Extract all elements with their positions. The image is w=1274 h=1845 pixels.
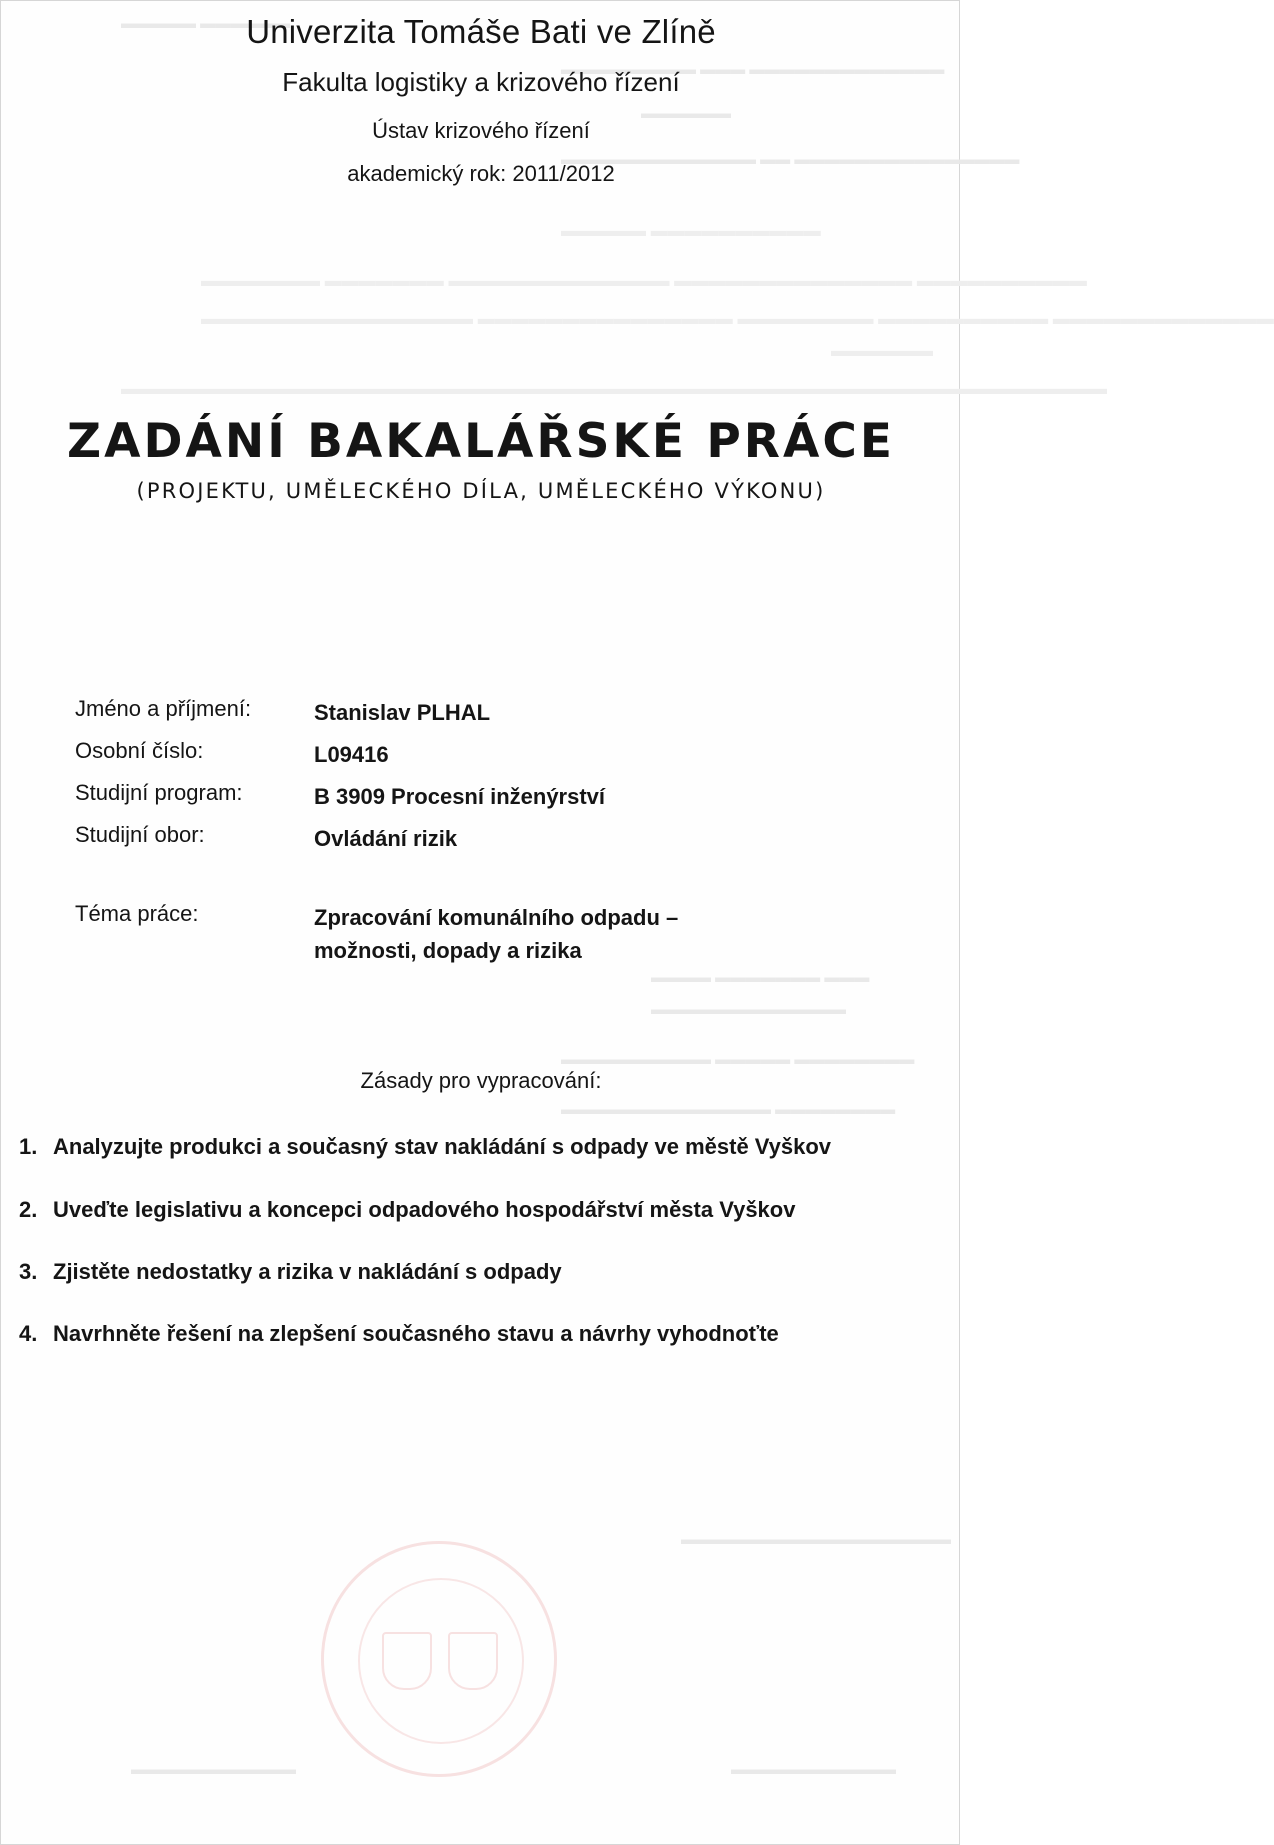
show-through: ▬▬▬▬▬▬▬▬▬▬▬▬▬▬▬▬ ▬▬▬▬▬▬▬▬▬▬▬▬▬▬▬ ▬▬▬▬▬▬▬▬ ▬▬▬▬▬▬▬▬▬▬ ▬▬▬▬▬▬▬▬▬▬▬▬▬ bbox=[201, 309, 1274, 328]
task-number: 2. bbox=[19, 1197, 38, 1222]
task-text: Analyzujte produkci a současný stav nakládání s odpady ve městě Vyškov bbox=[53, 1134, 832, 1159]
document-title: ZADÁNÍ BAKALÁŘSKÉ PRÁCE bbox=[67, 414, 895, 469]
guidelines-title: Zásady pro vypracování: bbox=[360, 1068, 602, 1093]
field-value: Ovládání rizik bbox=[314, 826, 458, 851]
topic-label: Téma práce: bbox=[75, 901, 199, 926]
task-item bbox=[19, 1259, 949, 1285]
name-value: Stanislav PLHAL bbox=[314, 700, 491, 725]
task-item bbox=[19, 1134, 949, 1160]
id-value: L09416 bbox=[314, 742, 389, 767]
name-label: Jméno a příjmení: bbox=[75, 696, 252, 721]
program-label: Studijní program: bbox=[75, 780, 243, 805]
show-through: ▬▬▬▬ ▬▬▬▬▬▬▬ ▬▬▬ bbox=[651, 969, 870, 986]
id-label: Osobní číslo: bbox=[75, 738, 204, 763]
show-through: ▬▬▬▬▬▬▬▬▬▬ ▬▬▬▬▬ ▬▬▬▬▬▬▬▬ bbox=[561, 1051, 915, 1068]
show-through: ▬▬▬▬▬ ▬▬▬▬▬▬ bbox=[121, 15, 291, 32]
show-through: ▬▬▬▬▬▬▬▬▬▬▬ bbox=[131, 1761, 296, 1778]
show-through: ▬▬▬▬▬▬▬▬▬ ▬▬▬ ▬▬▬▬▬▬▬▬▬▬▬▬▬ bbox=[561, 61, 945, 78]
show-through: ▬▬▬▬▬▬▬▬▬▬▬▬▬▬▬▬▬▬▬▬▬▬▬▬▬▬▬▬▬▬▬▬▬▬▬▬▬▬▬▬▬▬▬▬▬▬▬▬▬▬▬▬▬▬▬▬▬▬ bbox=[121, 379, 1107, 398]
academic-year: akademický rok: 2011/2012 bbox=[347, 161, 615, 186]
show-through: ▬▬▬▬▬▬ bbox=[641, 105, 731, 122]
show-through: ▬▬▬▬▬▬▬▬▬▬▬▬▬ bbox=[651, 1001, 846, 1018]
show-through: ▬▬▬▬▬ ▬▬▬▬▬▬▬▬▬▬ bbox=[561, 221, 821, 240]
field-label: Studijní obor: bbox=[75, 822, 205, 847]
task-number: 3. bbox=[19, 1259, 38, 1284]
show-through: ▬▬▬▬▬▬▬▬▬▬▬▬▬▬ ▬▬▬▬▬▬▬▬ bbox=[561, 1101, 896, 1118]
task-number: 4. bbox=[19, 1321, 38, 1346]
program-value: B 3909 Procesní inženýrství bbox=[314, 784, 606, 809]
task-text: Zjistěte nedostatky a rizika v nakládání s odpady bbox=[53, 1259, 562, 1284]
task-text: Uveďte legislativu a koncepci odpadového hospodářství města Vyškov bbox=[53, 1197, 796, 1222]
show-through: ▬▬▬▬▬▬▬ ▬▬▬▬▬▬▬ ▬▬▬▬▬▬▬▬▬▬▬▬▬ ▬▬▬▬▬▬▬▬▬▬▬▬▬▬ ▬▬▬▬▬▬▬▬▬▬ bbox=[201, 271, 1087, 290]
official-stamp-icon bbox=[321, 1541, 557, 1777]
stamp-shield-icon bbox=[382, 1632, 432, 1690]
task-item bbox=[19, 1321, 949, 1347]
topic-value: Zpracování komunálního odpadu – možnosti, dopady a rizika bbox=[314, 905, 679, 963]
institute-name: Ústav krizového řízení bbox=[372, 118, 590, 143]
task-number: 1. bbox=[19, 1134, 38, 1159]
task-text: Navrhněte řešení na zlepšení současného stavu a návrhy vyhodnoťte bbox=[53, 1321, 779, 1346]
university-name: Univerzita Tomáše Bati ve Zlíně bbox=[246, 13, 716, 50]
show-through: ▬▬▬▬▬▬▬▬▬▬▬▬▬▬▬▬▬▬ bbox=[681, 1531, 951, 1548]
stamp-shield-icon bbox=[448, 1632, 498, 1690]
show-through: ▬▬▬▬▬▬ bbox=[831, 341, 933, 360]
show-through: ▬▬▬▬▬▬▬▬▬▬▬▬▬ ▬▬ ▬▬▬▬▬▬▬▬▬▬▬▬▬▬▬ bbox=[561, 151, 1020, 168]
faculty-name: Fakulta logistiky a krizového řízení bbox=[282, 67, 680, 97]
task-item bbox=[19, 1197, 949, 1223]
document-subtitle: (PROJEKTU, UMĚLECKÉHO DÍLA, UMĚLECKÉHO VÝKONU) bbox=[136, 479, 826, 503]
show-through: ▬▬▬▬▬▬▬▬▬▬▬ bbox=[731, 1761, 896, 1778]
